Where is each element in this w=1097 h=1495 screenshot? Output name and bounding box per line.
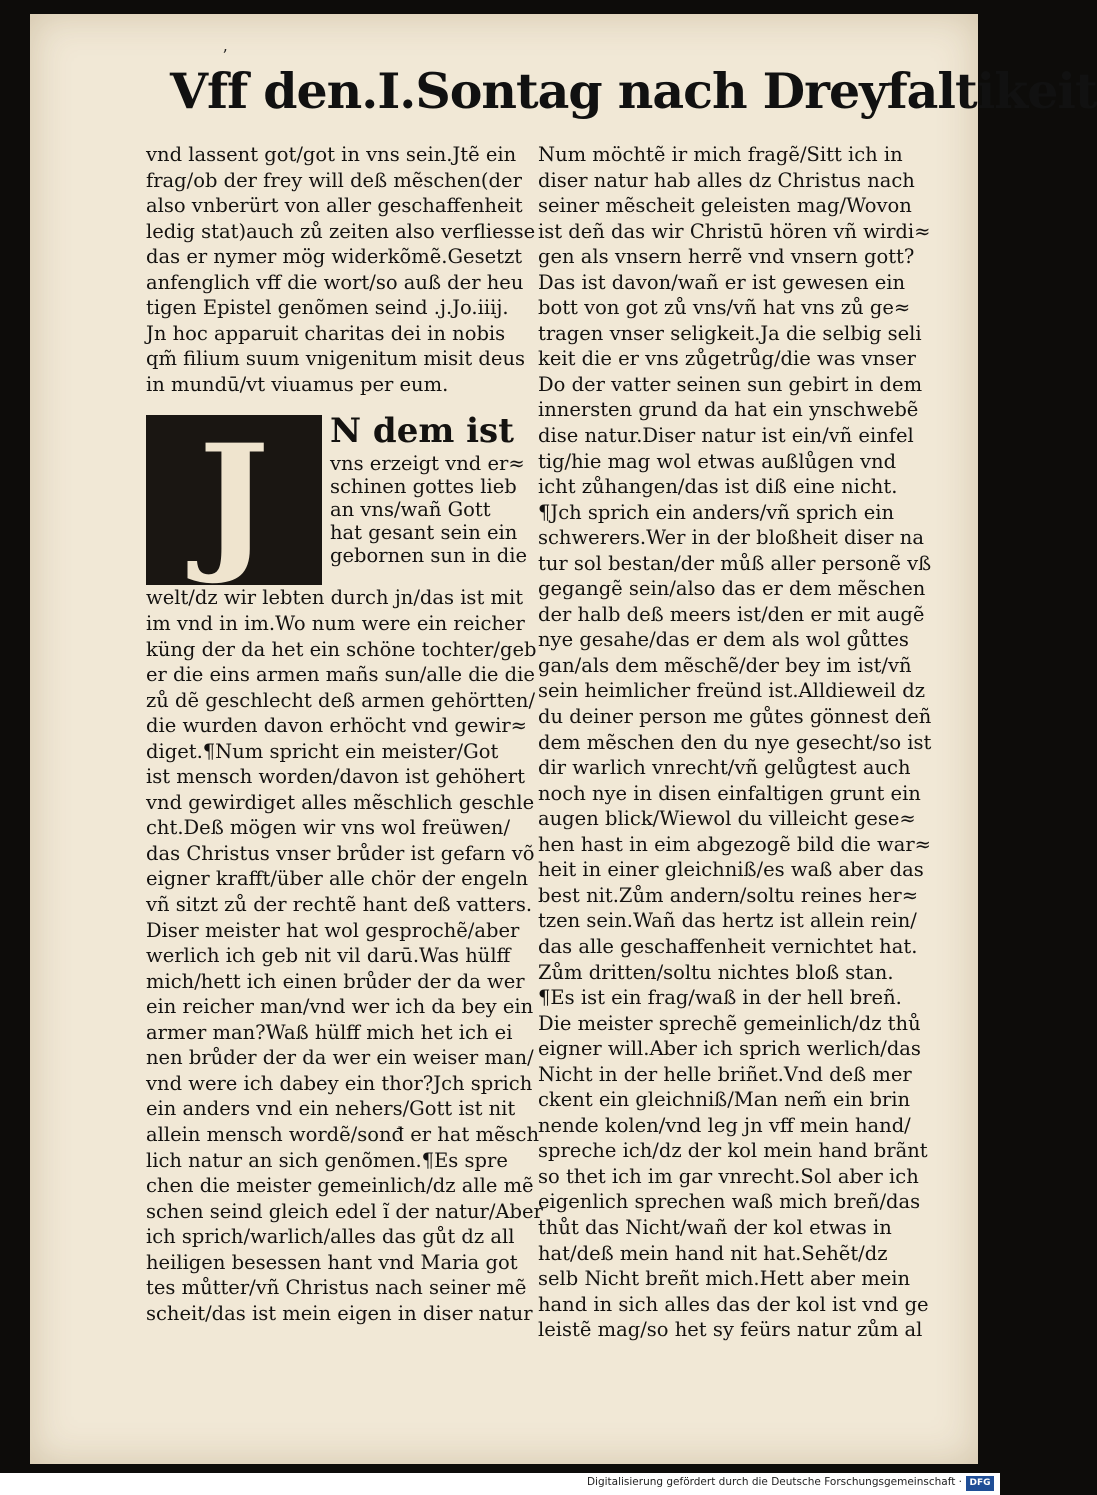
text-line: vnd lassent got/got in vns sein.Jtẽ ein	[146, 143, 517, 166]
text-line: scheit/das ist mein eigen in diser natur	[146, 1301, 533, 1325]
text-line: hat/deß mein hand nit hat.Sehẽt/dz	[538, 1241, 888, 1265]
text-line: tigen Epistel genõmen seind .j.Jo.iiij.	[146, 296, 509, 320]
text-line: der halb deß meers ist/den er mit augẽ	[538, 602, 925, 626]
text-line: Num möchtẽ ir mich fragẽ/Sitt ich in	[538, 143, 903, 166]
text-line: ckent ein gleichniß/Man nem̃ ein brin	[538, 1088, 911, 1112]
text-line: allein mensch wordẽ/sonđ er hat mẽsch	[146, 1122, 540, 1146]
text-line: vnd were ich dabey ein thor?Jch sprich	[146, 1071, 533, 1095]
text-line: Das ist davon/wañ er ist gewesen ein	[538, 270, 906, 294]
text-line: du deiner person me gůtes gönnest deñ	[538, 705, 932, 729]
text-line: vnd gewirdiget alles mẽschlich geschle	[146, 790, 535, 814]
text-line: dir warlich vnrecht/vñ gelůgtest auch	[538, 756, 911, 780]
text-line: Diser meister hat wol gesprochẽ/aber	[146, 918, 520, 942]
text-line: Do der vatter seinen sun gebirt in dem	[538, 372, 923, 396]
text-line: dise natur.Diser natur ist ein/vñ einfel	[538, 424, 914, 448]
text-line: tragen vnser seligkeit.Ja die selbig seli	[538, 321, 922, 345]
text-line: das Christus vnser brůder ist gefarn võ	[146, 841, 535, 865]
right-column	[538, 142, 932, 1343]
credit-bar	[0, 1473, 1000, 1495]
text-line: eigner will.Aber ich sprich werlich/das	[538, 1037, 921, 1061]
text-line: im vnd in im.Wo num were ein reicher	[146, 612, 525, 636]
text-line: werlich ich geb nit vil darū.Was hülff	[146, 944, 511, 968]
initial-side-text	[330, 410, 530, 567]
text-line: diser natur hab alles dz Christus nach	[538, 168, 915, 192]
text-line: die wurden davon erhöcht vnd gewir≈	[146, 714, 527, 738]
text-line: sein heimlicher freünd ist.Alldieweil dz	[538, 679, 926, 703]
text-line: keit die er vns zůgetrůg/die was vnser	[538, 347, 916, 371]
text-line: qm̃ filium suum vnigenitum misit deus	[146, 347, 526, 371]
text-line: Nicht in der helle briñet.Vnd deß mer	[538, 1062, 912, 1086]
text-line: schwerers.Wer in der bloßheit diser na	[538, 526, 924, 550]
text-line: schinen gottes lieb	[330, 475, 517, 499]
text-line: ist deñ das wir Christū hören vñ wirdi≈	[538, 219, 931, 243]
text-line: leistẽ mag/so het sy feürs natur zům al	[538, 1318, 923, 1342]
decorated-initial	[146, 412, 322, 589]
text-line: schen seind gleich edel ĩ der natur/Aber	[146, 1199, 543, 1223]
text-line: vns erzeigt vnd er≈	[330, 452, 525, 476]
text-line: welt/dz wir lebten durch jn/das ist mit	[146, 586, 524, 610]
initial-letter: J	[198, 412, 270, 589]
page-mark: ʼ	[222, 46, 228, 65]
text-line: gan/als dem mẽschẽ/der bey im ist/vñ	[538, 653, 912, 677]
text-line: gebornen sun in die	[330, 544, 527, 568]
text-line: eigenlich sprechen waß mich breñ/das	[538, 1190, 921, 1214]
text-line: nen brůder der da wer ein weiser man/	[146, 1046, 534, 1070]
text-line: ist mensch worden/davon ist gehöhert	[146, 765, 525, 789]
text-line: selb Nicht breñt mich.Hett aber mein	[538, 1267, 911, 1291]
text-line: nende kolen/vnd leg jn vff mein hand/	[538, 1113, 911, 1137]
text-line: thůt das Nicht/wañ der kol etwas in	[538, 1215, 892, 1239]
text-line: seiner mẽscheit geleisten mag/Wovon	[538, 194, 912, 218]
text-line: chen die meister gemeinlich/dz alle mẽ	[146, 1174, 534, 1198]
text-line: lich natur an sich genõmen.¶Es spre	[146, 1148, 508, 1172]
dfg-logo: DFG	[966, 1476, 994, 1491]
text-line: Jn hoc apparuit charitas dei in nobis	[146, 321, 506, 345]
text-line: dem mẽschen den du nye gesecht/so ist	[538, 730, 932, 754]
text-line: cht.Deß mögen wir vns wol freüwen/	[146, 816, 511, 840]
running-title: Vff den.I.Sontag nach Dreyfaltikeit	[170, 62, 1097, 120]
text-line: anfenglich vff die wort/so auß der heu	[146, 270, 524, 294]
text-line: das er nymer mög widerkõmẽ.Gesetzt	[146, 245, 523, 269]
text-line: armer man?Waß hülff mich het ich ei	[146, 1020, 513, 1044]
text-line: das alle geschaffenheit vernichtet hat.	[538, 934, 918, 958]
text-line: eigner krafft/über alle chör der engeln	[146, 867, 529, 891]
text-line: hat gesant sein ein	[330, 521, 518, 545]
text-line: Die meister sprechẽ gemeinlich/dz thů	[538, 1011, 921, 1035]
text-line: bott von got zů vns/vñ hat vns zů ge≈	[538, 296, 911, 320]
text-line: an vns/wañ Gott	[330, 498, 491, 522]
text-line: augen blick/Wiewol du villeicht gese≈	[538, 807, 916, 831]
text-line: noch nye in disen einfaltigen grunt ein	[538, 781, 921, 805]
credit-text: Digitalisierung gefördert durch die Deutsche Forschungsgemeinschaft ·	[586, 1476, 962, 1488]
text-line: icht zůhangen/das ist diß eine nicht.	[538, 475, 898, 499]
text-line: so thet ich im gar vnrecht.Sol aber ich	[538, 1164, 919, 1188]
text-line: tzen sein.Wañ das hertz ist allein rein/	[538, 909, 917, 933]
text-line: vñ sitzt zů der rechtẽ hant deß vatters.	[146, 893, 533, 917]
text-line: gegangẽ sein/also das er dem mẽschen	[538, 577, 926, 601]
text-line: mich/hett ich einen brůder der da wer	[146, 969, 525, 993]
text-line: ledig stat)auch zů zeiten also verfliesse	[146, 219, 536, 243]
text-line: ein reicher man/vnd wer ich da bey ein	[146, 995, 534, 1019]
text-line: best nit.Zům andern/soltu reines her≈	[538, 883, 919, 907]
text-line: ich sprich/warlich/alles das gůt dz all	[146, 1225, 515, 1249]
text-line: diget.¶Num spricht ein meister/Got	[146, 739, 499, 763]
text-line: in mundū/vt viuamus per eum.	[146, 372, 449, 396]
decorated-initial-block	[146, 410, 527, 589]
text-line: heiligen besessen hant vnd Maria got	[146, 1250, 518, 1274]
initial-rest: N dem ist	[330, 411, 514, 452]
text-line: hand in sich alles das der kol ist vnd ge	[538, 1292, 929, 1316]
text-line: tur sol bestan/der můß aller personẽ vß	[538, 551, 932, 575]
text-line: ¶Es ist ein frag/waß in der hell breñ.	[538, 986, 902, 1010]
text-line: nye gesahe/das er dem als wol gůttes	[538, 628, 909, 652]
text-line: also vnberürt von aller geschaffenheit	[146, 194, 523, 218]
text-line: frag/ob der frey will deß mẽschen(der	[146, 168, 522, 192]
text-line: küng der da het ein schöne tochter/geb	[146, 637, 537, 661]
text-line: gen als vnsern herrẽ vnd vnsern gott?	[538, 245, 915, 269]
text-line: Zům dritten/soltu nichtes bloß stan.	[538, 960, 894, 984]
text-line: ¶Jch sprich ein anders/vñ sprich ein	[538, 500, 895, 524]
text-line: innersten grund da hat ein ynschwebẽ	[538, 398, 919, 422]
text-line: spreche ich/dz der kol mein hand brãnt	[538, 1139, 928, 1163]
text-line: heit in einer gleichniß/es waß aber das	[538, 858, 924, 882]
left-column	[146, 142, 543, 1326]
text-line: zů dẽ geschlecht deß armen gehörtten/	[146, 688, 536, 712]
text-line: tes můtter/vñ Christus nach seiner mẽ	[146, 1276, 527, 1300]
text-line: er die eins armen mañs sun/alle die die	[146, 663, 535, 687]
text-line: ein anders vnd ein nehers/Gott ist nit	[146, 1097, 516, 1121]
text-line: hen hast in eim abgezogẽ bild die war≈	[538, 832, 931, 856]
text-line: tig/hie mag wol etwas außlůgen vnd	[538, 449, 897, 473]
